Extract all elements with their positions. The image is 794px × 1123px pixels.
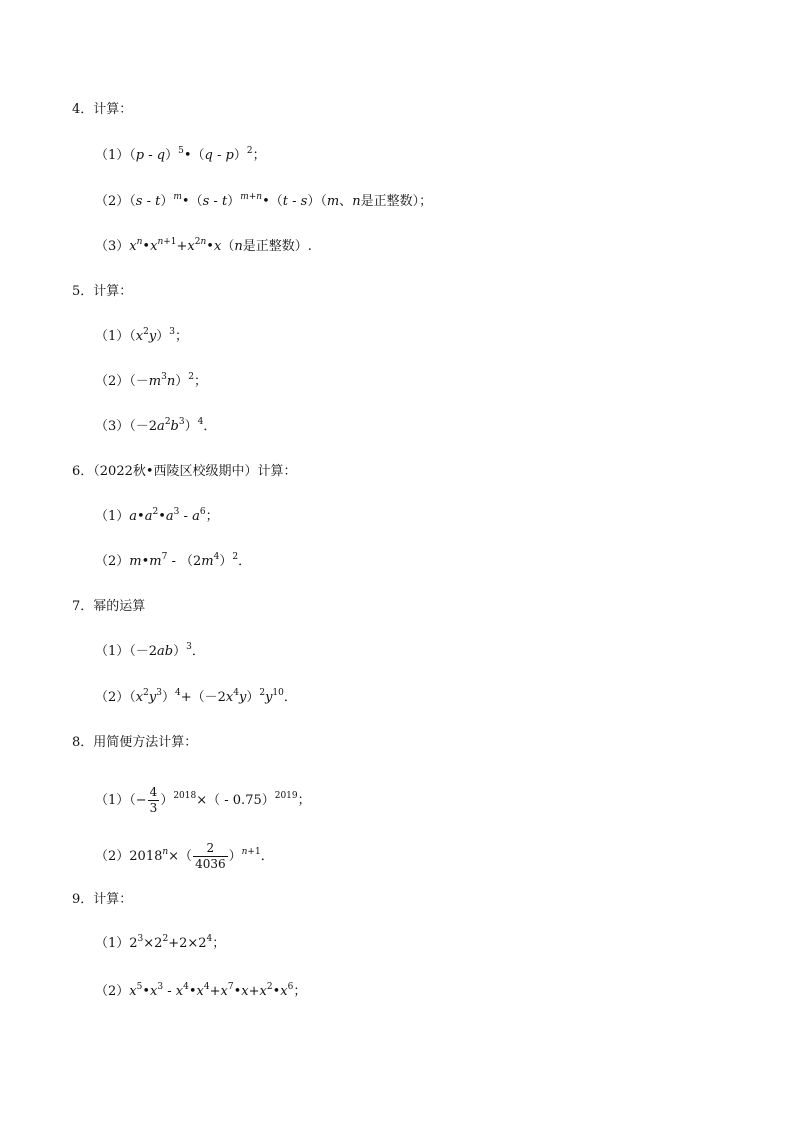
fraction-4-3 [148,785,160,816]
fraction-denominator: 3 [149,801,158,815]
question-6-item-1: $(1)a•a^2•a^3 - a^6$； [95,507,219,524]
question-6-item-2: $(2)m•m^7 - (2m^4)^2$． [95,552,252,569]
question-5-item-1: $(1)(x^2y)^3$； [95,327,188,344]
question-9-title: 9．计算： [72,892,133,907]
fraction-numerator: 2 [193,841,228,857]
question-4-item-3: $(3)x^n•x^{n+1}+x^{2n}•x(n$是正整数）. [95,237,312,254]
question-8-item-1: （1）（− $\frac{4}{3}$ ）$^{2018}$×（ - 0.75）$^{2019}$； [95,785,311,815]
question-5-item-3: $(3)(-2a^2b^3)^4$． [95,417,217,434]
question-4-title: 4．计算： [72,102,133,117]
question-4-item-1: （1）（p - q）$^5$•（q - p）$^2$； [95,146,266,163]
question-6-title: 6．（2022秋•西陵区校级期中）计算： [72,464,297,479]
question-5-title: 5．计算： [72,284,133,299]
question-9-item-1: $(1)2^3\times 2^2+2\times 2^4$； [95,934,226,951]
fraction-2-4036 [193,841,228,872]
question-7-item-2: $(2)(x^2y^3)^4+(-2x^4y)^2y^{10}$． [95,688,297,705]
question-7-title: 7．幂的运算 [72,599,146,614]
question-9-item-2: $(2)x^5•x^3$ - $x^4•x^4+x^7•x+x^2•x^6$； [95,982,307,999]
question-4-item-2: （2）（s - t）$^m$•（s - t）$^{m+n}$•（t - s）（m、n是正整数）； [95,192,433,209]
fraction-denominator: 4036 [195,857,226,871]
question-8-item-2: $(2)2018^n\times$（ $\frac{2}{4036}$ ）$^{n+1}$． [95,841,274,871]
question-7-item-1: $(1)(-2ab)^3$． [95,642,205,659]
question-8-title: 8．用简便方法计算： [72,735,198,750]
fraction-numerator: 4 [149,785,158,799]
question-5-item-2: $(2)(-m^3n)^2$； [95,372,207,389]
